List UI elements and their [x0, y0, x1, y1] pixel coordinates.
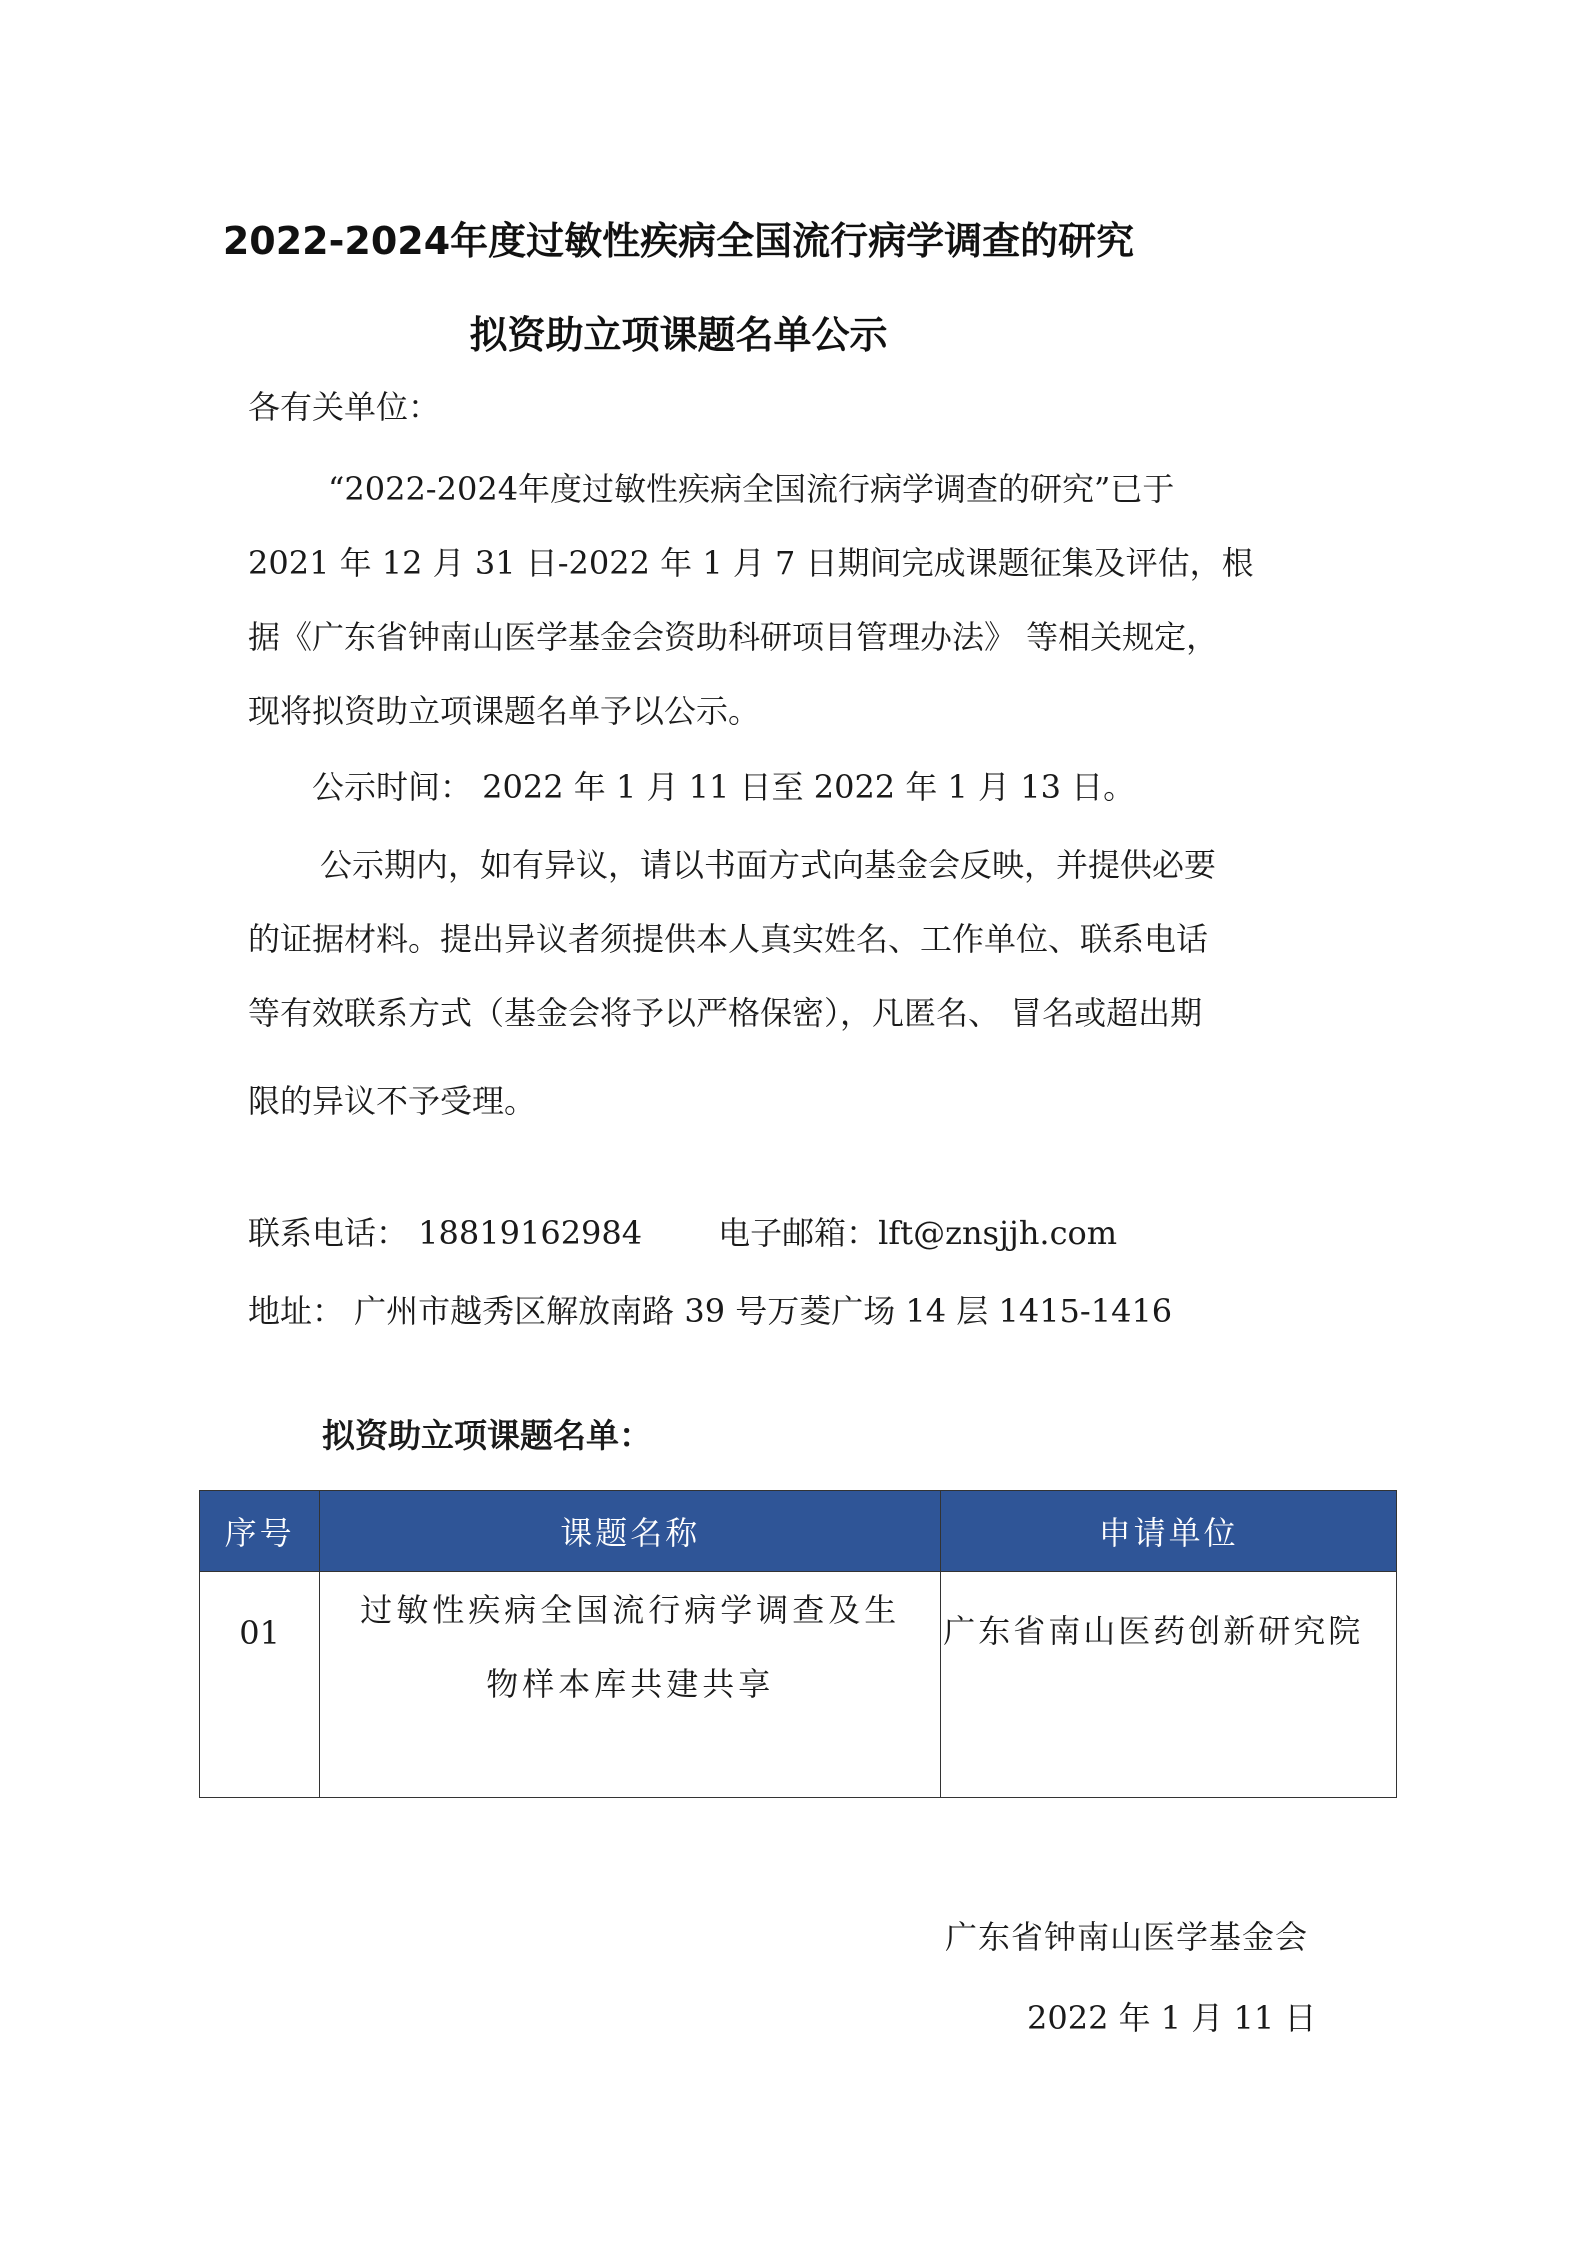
paragraph-line: 限的异议不予受理。	[248, 1082, 537, 1120]
paragraph-line: 公示期内，如有异议，请以书面方式向基金会反映，并提供必要	[320, 846, 1217, 884]
document-title-line2: 拟资助立项课题名单公示	[469, 313, 888, 357]
cell-number	[200, 1572, 320, 1798]
paragraph-line: “2022-2024年度过敏性疾病全国流行病学调查的研究”已于	[328, 470, 1175, 508]
cell-project-title	[320, 1572, 941, 1798]
contact-address: 地址： 广州市越秀区解放南路 39 号万菱广场 14 层 1415-1416	[248, 1292, 1173, 1330]
project-title-line1: 过敏性疾病全国流行病学调查及生	[360, 1591, 901, 1629]
contact-info	[248, 1196, 1117, 1270]
project-title-line2: 物样本库共建共享	[486, 1665, 775, 1703]
contact-email: 电子邮箱：lft@znsjjh.com	[718, 1214, 1118, 1252]
document-title-line1: 2022-2024年度过敏性疾病全国流行病学调查的研究	[222, 219, 1135, 263]
issuer-signature: 广东省钟南山医学基金会	[945, 1918, 1309, 1956]
header-project-title: 课题名称	[320, 1491, 941, 1572]
header-number: 序号	[200, 1491, 320, 1572]
publicity-period: 公示时间： 2022 年 1 月 11 日至 2022 年 1 月 13 日。	[312, 768, 1136, 806]
objection-paragraph	[248, 828, 1216, 1138]
salutation: 各有关单位：	[248, 388, 441, 426]
paragraph-line: 等有效联系方式（基金会将予以严格保密），凡匿名、 冒名或超出期	[248, 994, 1203, 1032]
list-heading: 拟资助立项课题名单：	[322, 1416, 652, 1455]
table-header-row	[200, 1491, 1397, 1572]
paragraph-line: 的证据材料。提出异议者须提供本人真实姓名、工作单位、联系电话	[248, 920, 1209, 958]
header-applicant-unit: 申请单位	[941, 1491, 1397, 1572]
row-number: 01	[239, 1614, 281, 1652]
applicant-unit: 广东省南山医药创新研究院	[943, 1612, 1364, 1650]
announcement-paragraph	[248, 452, 1348, 748]
projects-table	[199, 1490, 1397, 1798]
paragraph-line: 据《广东省钟南山医学基金会资助科研项目管理办法》 等相关规定，	[248, 618, 1219, 656]
table-row	[200, 1572, 1397, 1798]
paragraph-line: 2021 年 12 月 31 日-2022 年 1 月 7 日期间完成课题征集及评估，根	[248, 544, 1254, 582]
cell-applicant-unit	[941, 1572, 1397, 1798]
contact-phone: 联系电话： 18819162984	[248, 1214, 643, 1252]
issue-date: 2022 年 1 月 11 日	[1027, 1999, 1317, 2037]
paragraph-line: 现将拟资助立项课题名单予以公示。	[248, 692, 761, 730]
